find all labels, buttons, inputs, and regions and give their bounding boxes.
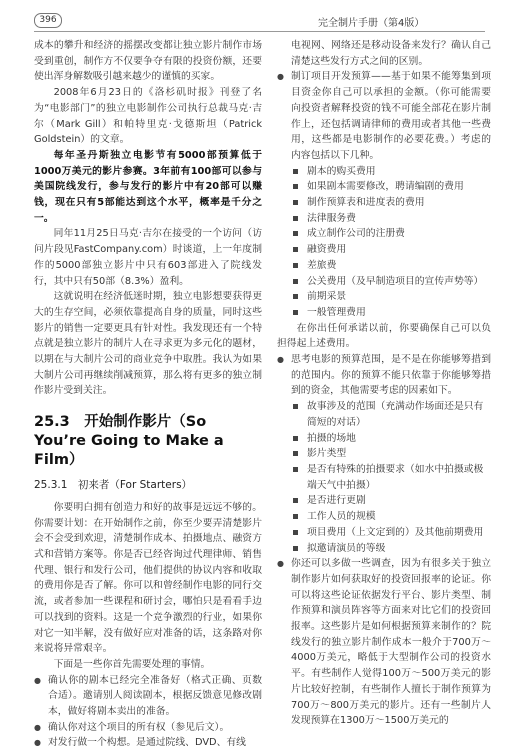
sub-list-item: 前期采景 xyxy=(277,289,491,305)
sub-list-item: 是否进行更剧 xyxy=(277,493,491,509)
sub-list-item: 法律服务费 xyxy=(277,211,491,227)
bullet-item: ● 制订项目开发预算——基于如果不能筹集到项目资金你自己可以承担的金额。（你可能需要向投资者解释投资的钱不可能全部花在影片制作上，还包括调请律师的费用或者其他一些费用，这些都是电影制作的必要花费。）考虑的内容包括以下几种。 xyxy=(277,69,491,163)
running-title: 完全制片手册（第4版） xyxy=(318,18,425,29)
sub-list-item: 剧本的购买费用 xyxy=(277,164,491,180)
page-number: 396 xyxy=(34,13,62,28)
paragraph: 下面是一些你首先需要处理的事情。 xyxy=(53,658,211,670)
sub-list-item: 是否有特殊的拍摄要求（如水中拍摄或极端天气中拍摄） xyxy=(277,462,491,493)
sub-list-item: 影片类型 xyxy=(277,446,491,462)
bullet-item: ● 确认你的剧本已经完全准备好（格式正确、页数合适）。邀请别人阅读剧本，根据反馈意见修改剧本，做好将剧本卖出的准备。 xyxy=(34,673,262,720)
paragraph: 成本的攀升和经济的摇摆改变都让独立影片制作市场受到重创，制作方不仅要争夺有限的投资份额，还要使出浑身解数吸引越来越少的谨慎的买家。 xyxy=(34,40,262,83)
header-rule xyxy=(34,31,485,32)
bullet-item: ● 你还可以多做一些调查，因为有很多关于独立制作影片如何获取好的投资回报率的论证。你可以将这些论证依据发行平台、影片类型、制作预算和演员阵容等方面来对比它们的投资回报率。这些影片是如何根据预算来制作的？院线发行的独立影片制作成本一般介于700万～4000万美元，略低于大型制作公司的投资水平。有些制作人觉得100万～500万美元的影片比较好控制，有些制作人擅长于制作预算为700万～800万美元的影片。还有一些制片人发现预算在1300万～1500万美元的 xyxy=(277,556,491,729)
sub-list-item: 公关费用（及早制造项目的宣传声势等） xyxy=(277,274,491,290)
sub-list-item: 融资费用 xyxy=(277,242,491,258)
sub-list-item: 一般管理费用 xyxy=(277,305,491,321)
sub-list-item: 故事涉及的范围（充满动作场面还是只有简短的对话） xyxy=(277,399,491,430)
paragraph: 你要明白拥有创造力和好的故事是远远不够的。你需要计划：在开始制作之前，你至少要弄清楚影片会不会受到欢迎，清楚制作成本、拍摄地点、融资方式和营销方案等。你是否已经咨询过代理律师、销售代理、银行和发行公司，他们提供的协议内容和收取的费用你是否了解。你可以和曾经制作电影的同行交流，或者参加一些课程和研讨会，哪怕只是看看手边可以找到的资料。这是一个竞争激烈的行业，如果你对它一知半解，没有做好应对准备的话，这条路对你来说将异常艰辛。 xyxy=(34,501,262,655)
section-heading: 25.3 开始制作影片（So You’re Going to Make a Film） xyxy=(34,414,224,469)
sub-list-item: 拟邀请演员的等级 xyxy=(277,541,491,557)
sub-list-item: 制作预算表和进度表的费用 xyxy=(277,195,491,211)
paragraph: 在你出任何承诺以前，你要确保自己可以负担得起上述费用。 xyxy=(277,322,491,350)
left-column xyxy=(34,38,262,751)
paragraph: 2008年6月23日的《洛杉矶时报》刊登了名为“电影部门”的独立电影制作公司执行总裁马克·吉尔（Mark Gill）和帕特里克·戈德斯坦（Patrick Goldstein）的文章。 xyxy=(34,87,262,146)
subsection-heading: 25.3.1 初来者（For Starters） xyxy=(34,479,193,492)
highlight-paragraph: 每年圣丹斯独立电影节有5000部预算低于1000万美元的影片参赛。3年前有100部可以参与美国院线发行，参与发行的影片中有20部可以赚钱，现在只有5部能达到这个水平，概率是千分之一。 xyxy=(34,149,262,224)
bullet-item: ● 思考电影的预算范围，是不是在你能够筹措到的范围内。你的预算不能只依靠于你能够筹措到的资金，其他需要考虑的因素如下。 xyxy=(277,352,491,399)
sub-list-item: 差旅费 xyxy=(277,258,491,274)
paragraph: 这就说明在经济低迷时期，独立电影想要获得更大的生存空间，必须依靠提高自身的质量，同时这些影片的销售一定要更具有针对性。我发现还有一个特点就是独立影片的制片人在寻求更为多元化的题材，以期在与大制片公司的商业竞争中取胜。我认为如果大制片公司再继续削减预算，那么将有更多的独立制作影片受到关注。 xyxy=(34,291,262,397)
bullet-item: ● 确认你对这个项目的所有权（参见后文）。 xyxy=(34,720,262,736)
sub-list-item: 工作人员的规模 xyxy=(277,509,491,525)
right-column xyxy=(277,38,491,729)
paragraph: 同年11月25日马克·吉尔在接受的一个访问（访问片段见FastCompany.com）时谈道，上一年度制作的5000部独立影片中只有603部进入了院线发行，其中只有50部（8.3%）盈利。 xyxy=(34,228,262,287)
paragraph: 电视网、网络还是移动设备来发行？确认自己清楚这些发行方式之间的区别。 xyxy=(291,40,491,67)
sub-list-item: 如果剧本需要修改，聘请编剧的费用 xyxy=(277,179,491,195)
bullet-item: ● 对发行做一个构想。是通过院线、DVD、有线 xyxy=(34,735,262,751)
sub-list-item: 项目费用（上文定到的）及其他前期费用 xyxy=(277,525,491,541)
sub-list-item: 成立制作公司的注册费 xyxy=(277,226,491,242)
sub-list-item: 拍摄的场地 xyxy=(277,431,491,447)
